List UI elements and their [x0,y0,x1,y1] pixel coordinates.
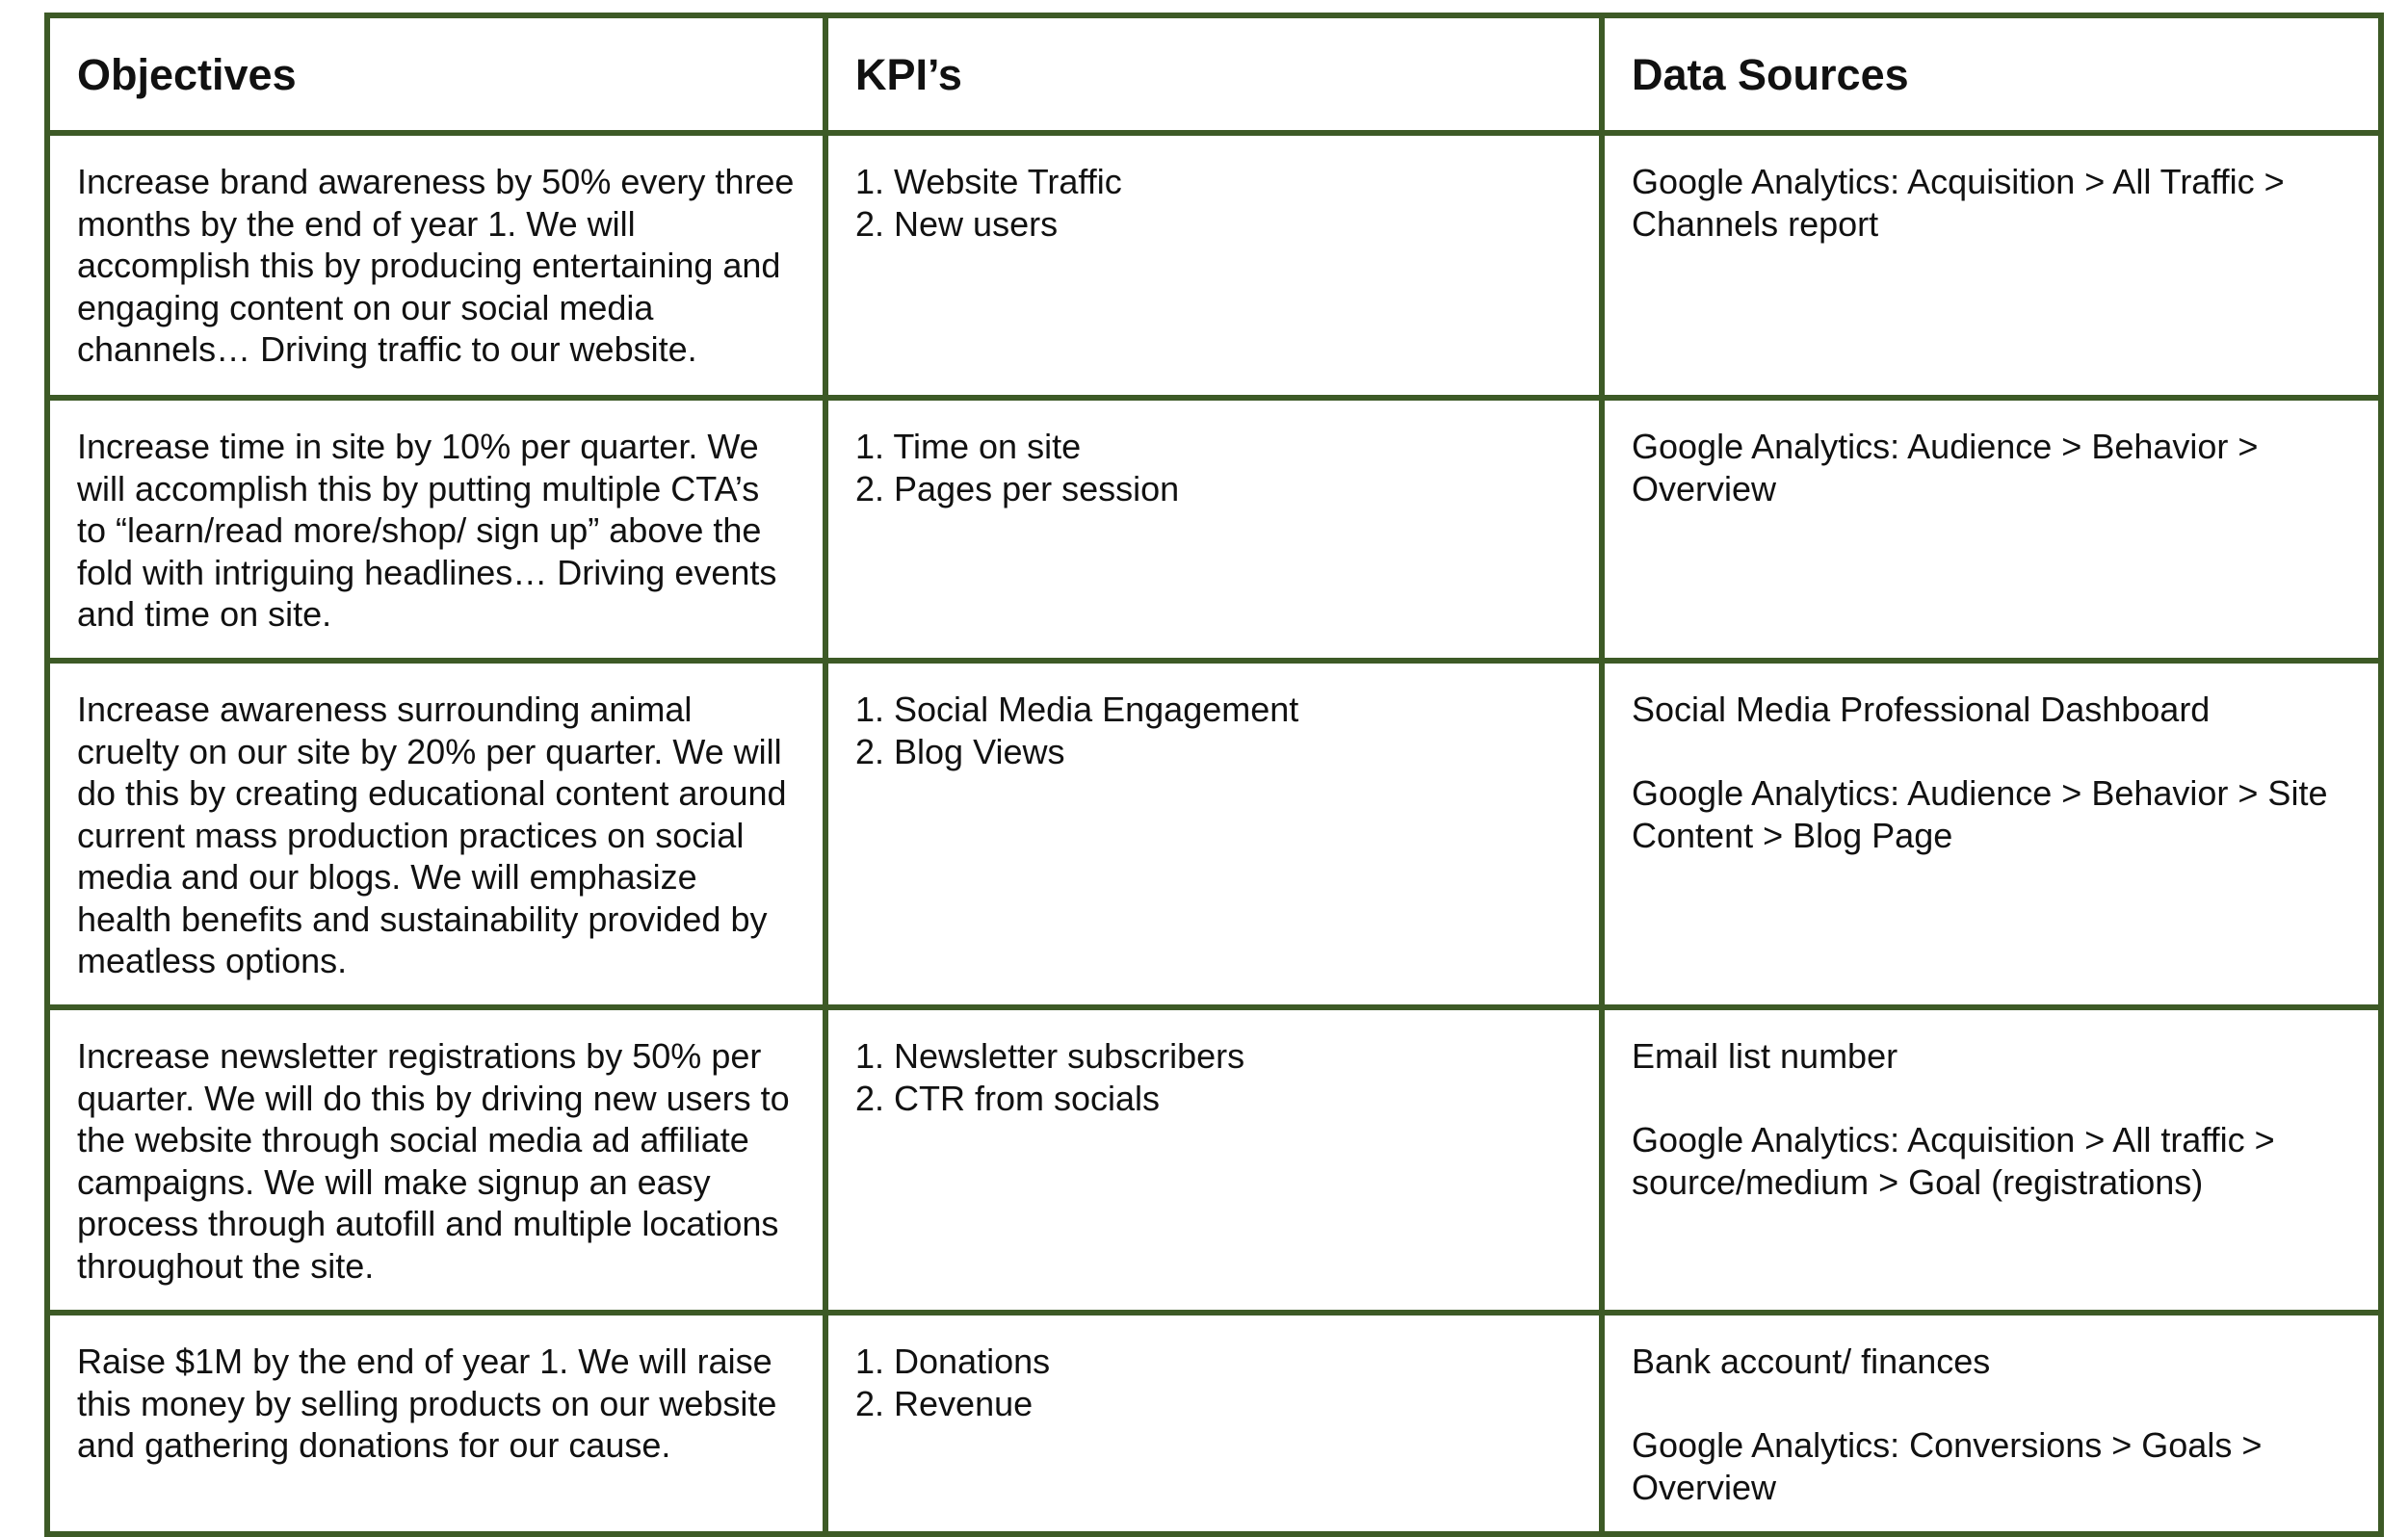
objective-cell: Increase time in site by 10% per quarter. We will accomplish this by putting multiple CTA’s to “learn/read more/shop/ sign up” above the fold with intriguing headlines… Driving events and time on site. [47,398,825,661]
data-source-line: Bank account/ finances [1632,1342,1991,1381]
kpi-list [855,1035,1572,1119]
data-source-cell [1602,133,2381,398]
table-row [47,133,2381,398]
kpi-item: 1. Website Traffic [855,162,1122,201]
kpi-item: 1. Social Media Engagement [855,690,1299,729]
header-data-sources: Data Sources [1602,15,2381,133]
objectives-kpi-table [44,13,2384,1537]
objective-cell: Increase newsletter registrations by 50% per quarter. We will do this by driving new users to the website through social media ad affiliate campaigns. We will make signup an easy process through autofill and multiple locations throughout the site. [47,1007,825,1313]
data-source-line: Google Analytics: Acquisition > All Traffic > Channels report [1632,162,2285,244]
data-source-line: Google Analytics: Audience > Behavior > Overview [1632,427,2259,508]
kpi-cell [825,661,1602,1007]
kpi-cell [825,1007,1602,1313]
kpi-item: 1. Newsletter subscribers [855,1036,1245,1076]
kpi-list [855,689,1572,772]
table-row [47,1313,2381,1534]
data-source-line: Google Analytics: Audience > Behavior > Site Content > Blog Page [1632,773,2328,855]
table-row [47,1007,2381,1313]
table-row [47,661,2381,1007]
kpi-item: 2. Blog Views [855,731,1065,771]
kpi-list [855,1341,1572,1424]
table-row [47,398,2381,661]
objective-cell: Increase awareness surrounding animal cruelty on our site by 20% per quarter. We will do this by creating educational content around current mass production practices on social media and our blogs. We will emphasize health benefits and sustainability provided by meatless options. [47,661,825,1007]
data-source-line: Google Analytics: Acquisition > All traffic > source/medium > Goal (registrations) [1632,1120,2275,1202]
kpi-item: 2. New users [855,203,1059,244]
objective-cell: Raise $1M by the end of year 1. We will raise this money by selling products on our website and gathering donations for our cause. [47,1313,825,1534]
kpi-item: 2. Revenue [855,1383,1034,1423]
kpi-item: 2. CTR from socials [855,1078,1161,1118]
kpi-cell [825,133,1602,398]
data-source-line: Email list number [1632,1036,1898,1076]
kpi-list [855,426,1572,509]
header-kpis: KPI’s [825,15,1602,133]
kpi-item: 1. Donations [855,1342,1051,1381]
kpi-list [855,161,1572,245]
data-source-line: Google Analytics: Conversions > Goals > Overview [1632,1425,2263,1507]
data-source-cell [1602,661,2381,1007]
kpi-cell [825,398,1602,661]
kpi-item: 1. Time on site [855,427,1082,466]
kpi-cell [825,1313,1602,1534]
data-source-cell [1602,1313,2381,1534]
data-source-cell [1602,1007,2381,1313]
kpi-item: 2. Pages per session [855,468,1180,508]
objective-cell: Increase brand awareness by 50% every three months by the end of year 1. We will accomplish this by producing entertaining and engaging content on our social media channels… Driving traffic to our website. [47,133,825,398]
header-objectives: Objectives [47,15,825,133]
data-source-line: Social Media Professional Dashboard [1632,690,2211,729]
data-source-cell [1602,398,2381,661]
table-header-row [47,15,2381,133]
